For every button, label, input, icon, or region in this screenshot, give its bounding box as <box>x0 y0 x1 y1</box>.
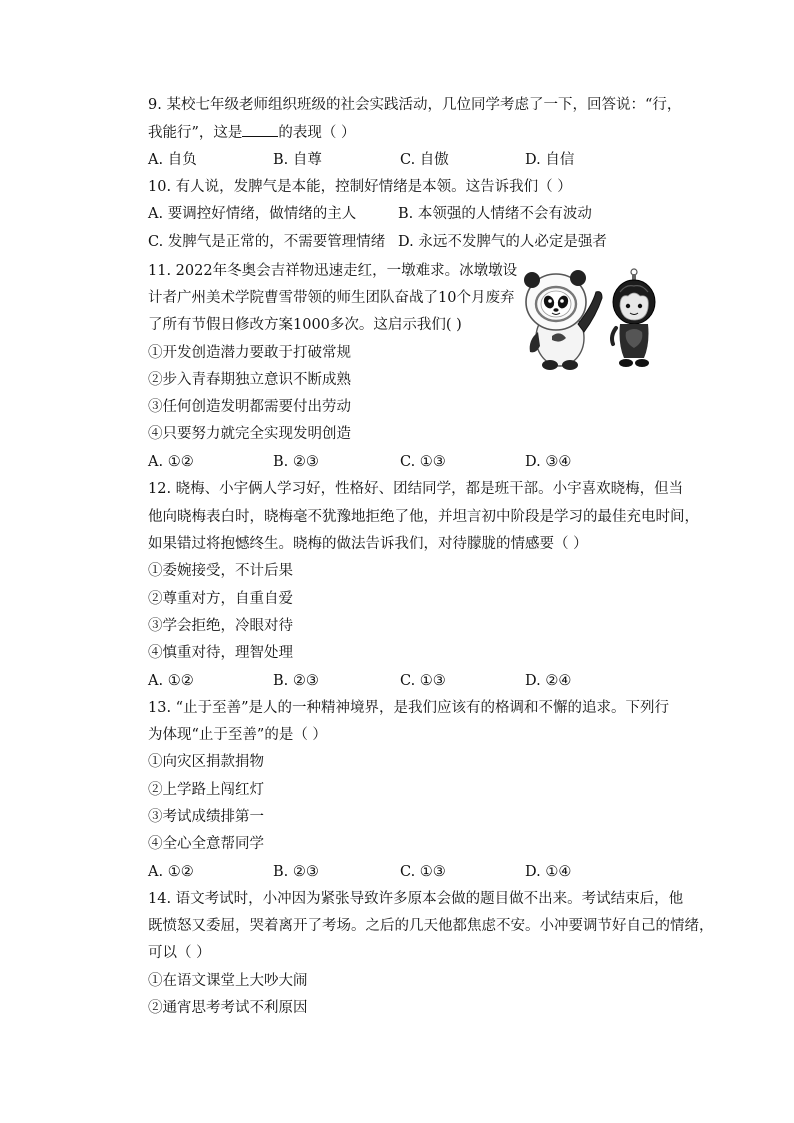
q14-stem-line2: 既愤怒又委屈，哭着离开了考场。之后的几天他都焦虑不安。小冲要调节好自己的情绪， <box>148 918 714 934</box>
q13-options <box>148 859 658 886</box>
q11-options <box>148 449 658 476</box>
q14-stem-line3: 可以（ ） <box>148 945 211 961</box>
q11-item-1: ①开发创造潜力要敢于打破常规 <box>148 345 351 361</box>
q12-stem-line2: 他向晓梅表白时，晓梅毫不犹豫地拒绝了他，并坦言初中阶段是学习的最佳充电时间， <box>148 509 699 525</box>
q10-option-d[interactable]: D. 永远不发脾气的人必定是强者 <box>398 234 607 250</box>
q13-item-3: ③考试成绩排第一 <box>148 809 264 825</box>
q10-options-row1 <box>148 201 658 228</box>
q10-options-row2 <box>148 229 658 256</box>
q9-stem-line2 <box>148 120 356 148</box>
q11-stem-line1: 11. 2022年冬奥会吉祥物迅速走红，一墩难求。冰墩墩设 <box>148 263 518 279</box>
q12-option-b[interactable]: B. ②③ <box>273 673 319 689</box>
q14-item-1: ①在语文课堂上大吵大闹 <box>148 973 308 989</box>
q12-item-4: ④慎重对待，理智处理 <box>148 645 293 661</box>
q14-item-2: ②通宵思考考试不利原因 <box>148 1000 308 1016</box>
q12-option-a[interactable]: A. ①② <box>148 673 194 689</box>
q9-stem-line1: 9. 某校七年级老师组织班级的社会实践活动，几位同学考虑了一下，回答说：“行， <box>148 97 682 113</box>
q9-option-a[interactable]: A. 自负 <box>148 152 197 168</box>
q9-option-b[interactable]: B. 自尊 <box>273 152 322 168</box>
q11-item-4: ④只要努力就完全实现发明创造 <box>148 426 351 442</box>
q11-stem-line2: 计者广州美术学院曹雪带领的师生团队奋战了10个月废弃 <box>148 290 515 306</box>
q9-stem-part1: 我能行”，这是 <box>148 125 243 141</box>
q11-option-b[interactable]: B. ②③ <box>273 454 319 470</box>
q12-stem-line1: 12. 晓梅、小宇俩人学习好，性格好、团结同学，都是班干部。小宇喜欢晓梅，但当 <box>148 481 684 497</box>
q13-option-b[interactable]: B. ②③ <box>273 864 319 880</box>
q12-item-3: ③学会拒绝，冷眼对待 <box>148 618 293 634</box>
q12-item-1: ①委婉接受，不计后果 <box>148 563 293 579</box>
q9-option-d[interactable]: D. 自信 <box>525 152 575 168</box>
q14-stem-line1: 14. 语文考试时，小冲因为紧张导致许多原本会做的题目做不出来。考试结束后，他 <box>148 891 684 907</box>
q13-option-d[interactable]: D. ①④ <box>525 864 572 880</box>
q12-stem-line3: 如果错过将抱憾终生。晓梅的做法告诉我们，对待朦胧的情感要（ ） <box>148 536 588 552</box>
q11-item-3: ③任何创造发明都需要付出劳动 <box>148 399 351 415</box>
q13-stem-line1: 13. “止于至善”是人的一种精神境界，是我们应该有的格调和不懈的追求。下列行 <box>148 700 669 716</box>
q13-stem-line2: 为体现“止于至善”的是（ ） <box>148 727 327 743</box>
q12-option-d[interactable]: D. ②④ <box>525 673 572 689</box>
q11-stem-line3: 了所有节假日修改方案1000多次。这启示我们( ) <box>148 317 462 333</box>
q10-stem: 10. 有人说，发脾气是本能，控制好情绪是本领。这告诉我们（ ） <box>148 179 572 195</box>
q12-option-c[interactable]: C. ①③ <box>400 673 446 689</box>
mascot-image <box>516 266 656 372</box>
q9-options <box>148 147 658 174</box>
q13-item-4: ④全心全意帮同学 <box>148 836 264 852</box>
q11-item-2: ②步入青春期独立意识不断成熟 <box>148 372 351 388</box>
q12-item-2: ②尊重对方，自重自爱 <box>148 591 293 607</box>
q10-option-c[interactable]: C. 发脾气是正常的，不需要管理情绪 <box>148 234 386 250</box>
q10-option-b[interactable]: B. 本领强的人情绪不会有波动 <box>398 206 592 222</box>
q13-option-c[interactable]: C. ①③ <box>400 864 446 880</box>
q11-option-d[interactable]: D. ③④ <box>525 454 572 470</box>
q13-item-2: ②上学路上闯红灯 <box>148 782 264 798</box>
q11-option-c[interactable]: C. ①③ <box>400 454 446 470</box>
q9-blank <box>242 122 278 137</box>
q11-option-a[interactable]: A. ①② <box>148 454 194 470</box>
q9-option-c[interactable]: C. 自傲 <box>400 152 449 168</box>
q10-option-a[interactable]: A. 要调控好情绪，做情绪的主人 <box>148 206 357 222</box>
q9-stem-part2: 的表现（ ） <box>278 125 356 141</box>
q13-option-a[interactable]: A. ①② <box>148 864 194 880</box>
q12-options <box>148 668 658 695</box>
q13-item-1: ①向灾区捐款捐物 <box>148 754 264 770</box>
